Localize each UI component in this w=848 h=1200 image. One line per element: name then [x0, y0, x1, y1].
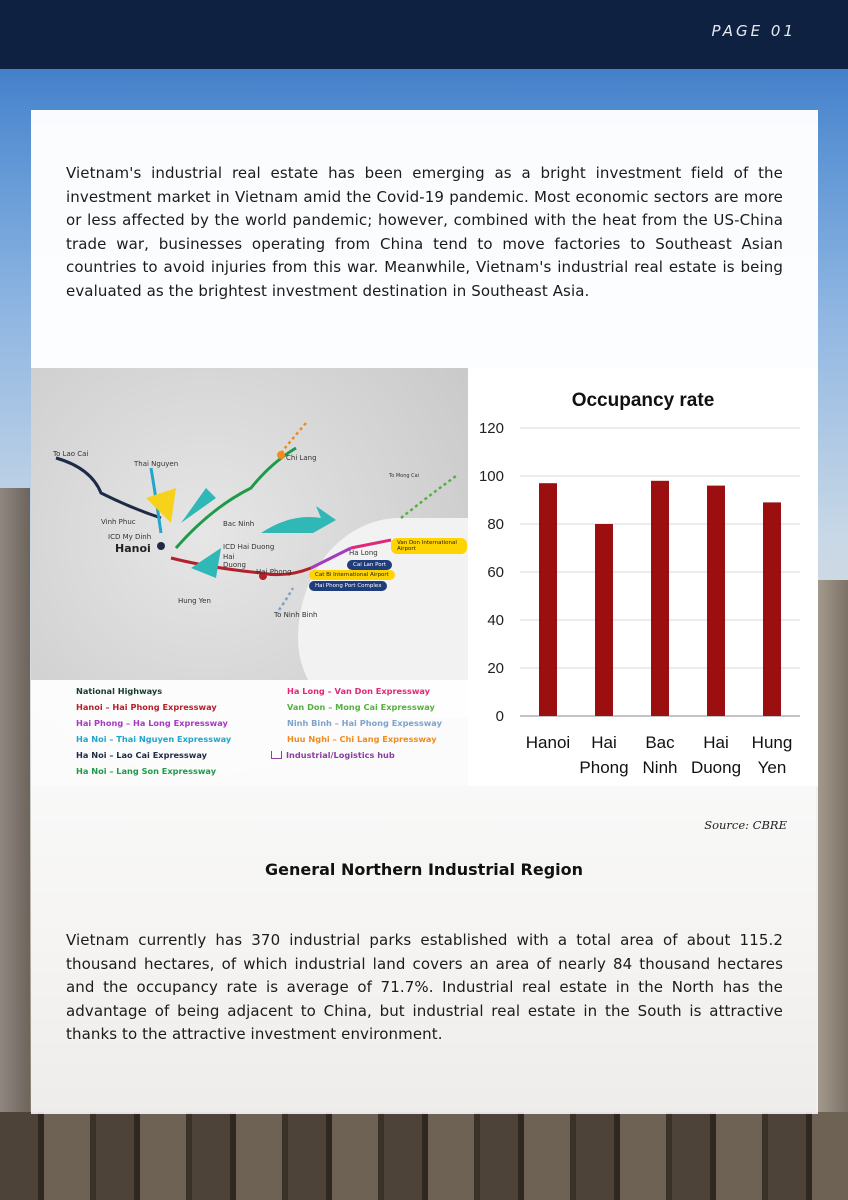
route-van-don	[351, 540, 391, 548]
top-bar	[0, 0, 848, 69]
y-tick-label: 80	[487, 516, 504, 533]
factory-icon	[271, 751, 282, 759]
legend-item: Hai Phong – Ha Long Expressway	[76, 718, 228, 728]
chart-svg	[468, 368, 818, 786]
map-tag-van-don-airport: Van Don International Airport	[391, 538, 467, 554]
map-legend	[31, 680, 468, 786]
x-tick-label: Ninh	[642, 758, 678, 777]
chart-bar	[707, 486, 725, 716]
map-tag-hai-phong-port: Hai Phong Port Complex	[309, 581, 387, 591]
chart-bar	[651, 481, 669, 716]
y-tick-label: 60	[487, 564, 504, 581]
x-tick-label: Hung	[751, 733, 793, 752]
legend-item: Huu Nghi – Chi Lang Expressway	[287, 734, 437, 744]
map-label-hanoi: Hanoi	[115, 542, 151, 555]
x-tick-label: Hai	[591, 733, 617, 752]
legend-item: Ha Long – Van Don Expressway	[287, 686, 430, 696]
body-paragraph: Vietnam currently has 370 industrial parks established with a total area of about 115.2 thousand hectares, of which industrial land covers an area of nearly 84 thousand hectares and the occupancy rate is average of 71.7%. Industrial real estate in the North has the advantage of being adjacent to China, but industrial real estate in the South is attractive thanks to the attractive investment environment.	[66, 931, 783, 1043]
y-tick-label: 0	[495, 708, 504, 725]
chart-bar	[763, 502, 781, 716]
legend-item: Ha Noi – Thai Nguyen Expressway	[76, 734, 232, 744]
y-tick-label: 120	[478, 420, 504, 437]
map-routes	[31, 368, 468, 688]
page-number: PAGE 01	[711, 22, 796, 40]
node-hanoi	[157, 542, 165, 550]
map-label-lao-cai: To Lao Cai	[53, 450, 89, 458]
map-label-hai-duong: Hai Duong	[223, 553, 246, 569]
x-tick-label: Phong	[579, 758, 629, 777]
background-building-left	[0, 488, 30, 1200]
occupancy-chart	[468, 368, 818, 786]
map-label-thai-nguyen: Thai Nguyen	[134, 460, 179, 468]
y-tick-label: 100	[478, 468, 504, 485]
legend-hub-label: Industrial/Logistics hub	[286, 750, 395, 760]
map-label-ninh-binh: To Ninh Binh	[274, 611, 318, 619]
x-tick-label: Hai	[703, 733, 729, 752]
legend-item: Hanoi – Hai Phong Expressway	[76, 702, 217, 712]
x-tick-label: Duong	[690, 758, 742, 777]
map-label-icd-my-dinh: ICD My Dinh	[108, 533, 152, 541]
map-tag-cat-bi-airport: Cat Bi International Airport	[309, 570, 395, 580]
arrow-teal-2	[261, 506, 336, 533]
arrow-teal-1	[181, 488, 216, 523]
chart-bar	[539, 483, 557, 716]
map-label-bac-ninh: Bac Ninh	[223, 520, 255, 528]
legend-item: Ha Noi – Lao Cai Expressway	[76, 750, 207, 760]
route-ha-long	[311, 548, 351, 568]
route-ninh-binh	[279, 588, 293, 610]
chart-title: Occupancy rate	[571, 390, 715, 411]
map-label-ha-long: Ha Long	[349, 549, 378, 557]
infrastructure-map	[31, 368, 468, 786]
section-heading: General Northern Industrial Region	[264, 860, 584, 879]
source-note: Source: CBRE	[704, 818, 787, 832]
x-tick-label: Bac	[645, 733, 675, 752]
map-label-hai-phong: Hai Phong	[256, 568, 292, 576]
map-label-icd-hai-duong: ICD Hai Duong	[223, 543, 275, 551]
background-building-right	[816, 580, 848, 1200]
map-label-hung-yen: Hung Yen	[178, 597, 211, 605]
legend-item: Ninh Binh – Hai Phong Expessway	[287, 718, 442, 728]
legend-item-hub	[271, 750, 395, 760]
x-tick-label: Hanoi	[525, 733, 571, 752]
x-tick-label: Yen	[757, 758, 787, 777]
intro-paragraph: Vietnam's industrial real estate has been emerging as a bright investment field of the investment market in Vietnam amid the Covid-19 pandemic. Most economic sectors are more or less affected by the world pandemic; however, combined with the heat from the US-China trade war, businesses operating from China tend to move factories to Southeast Asian countries to avoid injuries from this war. Meanwhile, Vietnam's industrial real estate is being evaluated as the brightest investment destination in Southeast Asia.	[66, 164, 783, 300]
legend-item: National Highways	[76, 686, 163, 696]
y-tick-label: 40	[487, 612, 504, 629]
background-building-bottom	[0, 1112, 848, 1200]
node-chi-lang	[277, 451, 285, 459]
map-label-vinh-phuc: Vinh Phuc	[101, 518, 136, 526]
chart-bar	[595, 524, 613, 716]
map-label-mong-cai: To Mong Cai	[389, 473, 420, 479]
legend-item: Ha Noi – Lang Son Expressway	[76, 766, 217, 776]
map-label-chi-lang: Chi Lang	[286, 454, 317, 462]
route-mong-cai	[401, 476, 456, 518]
map-tag-cai-lan-port: Cai Lan Port	[347, 560, 392, 570]
legend-item: Van Don – Mong Cai Expressway	[287, 702, 435, 712]
y-tick-label: 20	[487, 660, 504, 677]
